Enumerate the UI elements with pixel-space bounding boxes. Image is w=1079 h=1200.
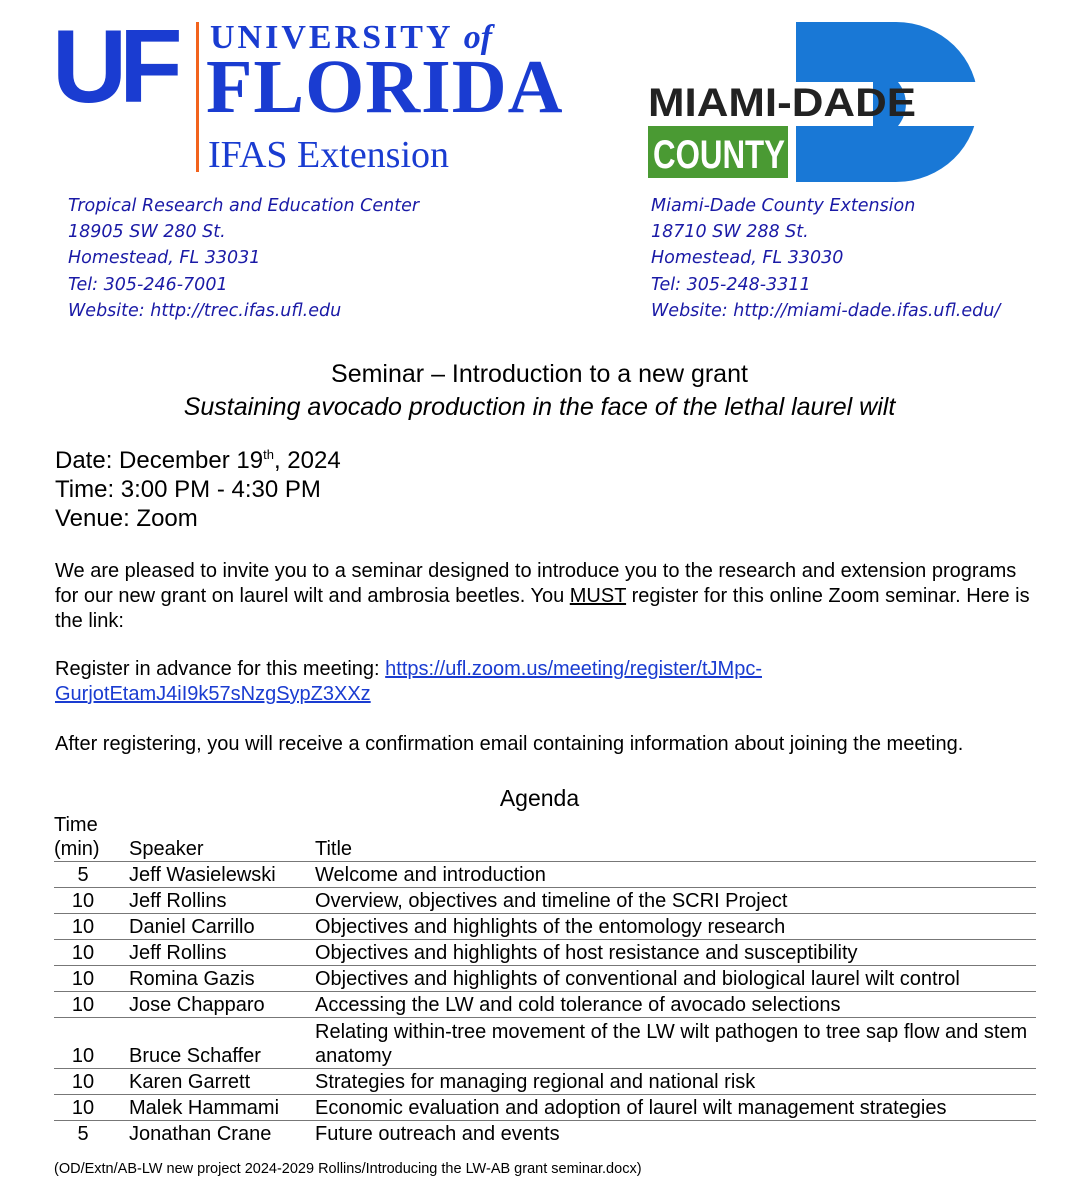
agenda-time: 10 (54, 1018, 112, 1069)
agenda-time: 10 (54, 1069, 112, 1095)
agenda-row (54, 992, 1036, 1018)
confirmation-paragraph: After registering, you will receive a confirmation email containing information about joining the meeting. (55, 733, 964, 755)
agenda-talk-title: Strategies for managing regional and national risk (315, 1069, 1036, 1095)
agenda-talk-title: Accessing the LW and cold tolerance of avocado selections (315, 992, 1036, 1018)
agenda-time: 10 (54, 888, 112, 914)
event-venue: Venue: Zoom (55, 505, 198, 532)
md-website: Website: http://miami-dade.ifas.ufl.edu/ (651, 300, 1001, 321)
register-paragraph (55, 657, 1045, 707)
agenda-speaker: Jeff Rollins (112, 940, 315, 966)
agenda-row (54, 1018, 1036, 1069)
register-prefix: Register in advance for this meeting: (55, 658, 386, 680)
agenda-talk-title: Overview, objectives and timeline of the SCRI Project (315, 888, 1036, 914)
md-name: Miami-Dade County Extension (651, 196, 916, 216)
agenda-speaker: Romina Gazis (112, 966, 315, 992)
agenda-talk-title: Relating within-tree movement of the LW wilt pathogen to tree sap flow and stem anatomy (315, 1018, 1036, 1069)
event-date (55, 446, 341, 475)
agenda-time: 10 (54, 966, 112, 992)
agenda-talk-title: Objectives and highlights of host resistance and susceptibility (315, 940, 1036, 966)
agenda-row (54, 940, 1036, 966)
miami-dade-county-logo (648, 22, 978, 182)
trec-address-block (68, 193, 419, 324)
agenda-time: 5 (77, 1123, 89, 1145)
agenda-speaker: Malek Hammami (112, 1095, 315, 1121)
uf-logo-divider (196, 22, 199, 172)
agenda-row (54, 914, 1036, 940)
agenda-speaker: Jonathan Crane (129, 1123, 272, 1145)
header-time (54, 811, 112, 862)
miami-dade-title: MIAMI-DADE (648, 81, 916, 125)
uf-logo-florida: FLORIDA (206, 45, 564, 129)
agenda-talk-title: Objectives and highlights of conventional and biological laurel wilt control (315, 966, 1036, 992)
miami-dade-county: COUNTY (653, 133, 786, 177)
seminar-subtitle: Sustaining avocado production in the face of the lethal laurel wilt (183, 393, 896, 421)
md-phone: Tel: 305-248-3311 (651, 274, 811, 295)
agenda-speaker: Jeff Rollins (112, 888, 315, 914)
trec-city: Homestead, FL 33031 (68, 248, 261, 269)
agenda-header-row (54, 811, 1036, 862)
invitation-text-end: register for this online Zoom seminar. Here is the link: (55, 585, 1030, 632)
header-speaker: Speaker (112, 811, 315, 862)
agenda-talk-title: Objectives and highlights of the entomology research (315, 914, 1036, 940)
agenda-talk-title: Economic evaluation and adoption of laurel wilt management strategies (315, 1095, 1036, 1121)
must-emphasis: MUST (569, 585, 627, 607)
seminar-heading (0, 358, 1079, 424)
agenda-table (54, 811, 1036, 1146)
agenda-speaker: Jose Chapparo (112, 992, 315, 1018)
uf-of-word: of (463, 19, 493, 56)
agenda-speaker: Karen Garrett (112, 1069, 315, 1095)
agenda-row (54, 888, 1036, 914)
agenda-row (54, 862, 1036, 888)
event-time: Time: 3:00 PM - 4:30 PM (55, 476, 321, 503)
agenda-row (54, 1069, 1036, 1095)
agenda-talk-title: Welcome and introduction (315, 862, 1036, 888)
register-link[interactable]: https://ufl.zoom.us/meeting/register/tJMpc-GurjotEtamJ4iI9k57sNzgSypZ3XXz (55, 658, 762, 705)
agenda-row (54, 1121, 1036, 1147)
header-title: Title (315, 811, 1036, 862)
agenda-time: 10 (54, 992, 112, 1018)
agenda-row (54, 1095, 1036, 1121)
agenda-time: 10 (54, 914, 112, 940)
uf-university-word: UNIVERSITY (210, 19, 453, 56)
agenda-title: Agenda (499, 785, 580, 811)
invitation-text-start: We are pleased to invite you to a seminar designed to introduce you to the research and extension programs for our new grant on laurel wilt and ambrosia beetles. You (55, 560, 1017, 607)
header-time-line2: (min) (54, 838, 100, 860)
agenda-speaker: Jeff Wasielewski (112, 862, 315, 888)
uf-logo-ifas-extension: IFAS Extension (208, 134, 450, 176)
agenda-talk-title: Future outreach and events (315, 1123, 560, 1145)
agenda-time: 10 (54, 1095, 112, 1121)
document-footer-path: (OD/Extn/AB-LW new project 2024-2029 Rollins/Introducing the LW-AB grant seminar.docx) (54, 1161, 642, 1177)
agenda-time: 10 (54, 940, 112, 966)
event-date-prefix: Date: December 19 (55, 447, 264, 474)
trec-name: Tropical Research and Education Center (68, 196, 420, 216)
md-city: Homestead, FL 33030 (651, 248, 844, 269)
event-date-sup: th (263, 447, 274, 462)
header-time-line1: Time (54, 814, 98, 836)
agenda-speaker: Bruce Schaffer (112, 1018, 315, 1069)
md-street: 18710 SW 288 St. (651, 222, 809, 243)
trec-street: 18905 SW 280 St. (68, 222, 226, 243)
trec-website: Website: http://trec.ifas.ufl.edu (68, 300, 342, 321)
agenda-time: 5 (54, 862, 112, 888)
miami-dade-address-block (651, 193, 1000, 324)
uf-logo-mark: UF (52, 9, 175, 125)
agenda-row (54, 966, 1036, 992)
agenda-speaker: Daniel Carrillo (112, 914, 315, 940)
event-date-suffix: , 2024 (273, 447, 341, 474)
trec-phone: Tel: 305-246-7001 (68, 274, 228, 295)
seminar-title: Seminar – Introduction to a new grant (331, 360, 748, 388)
invitation-paragraph (55, 559, 1045, 634)
event-info (55, 446, 341, 533)
